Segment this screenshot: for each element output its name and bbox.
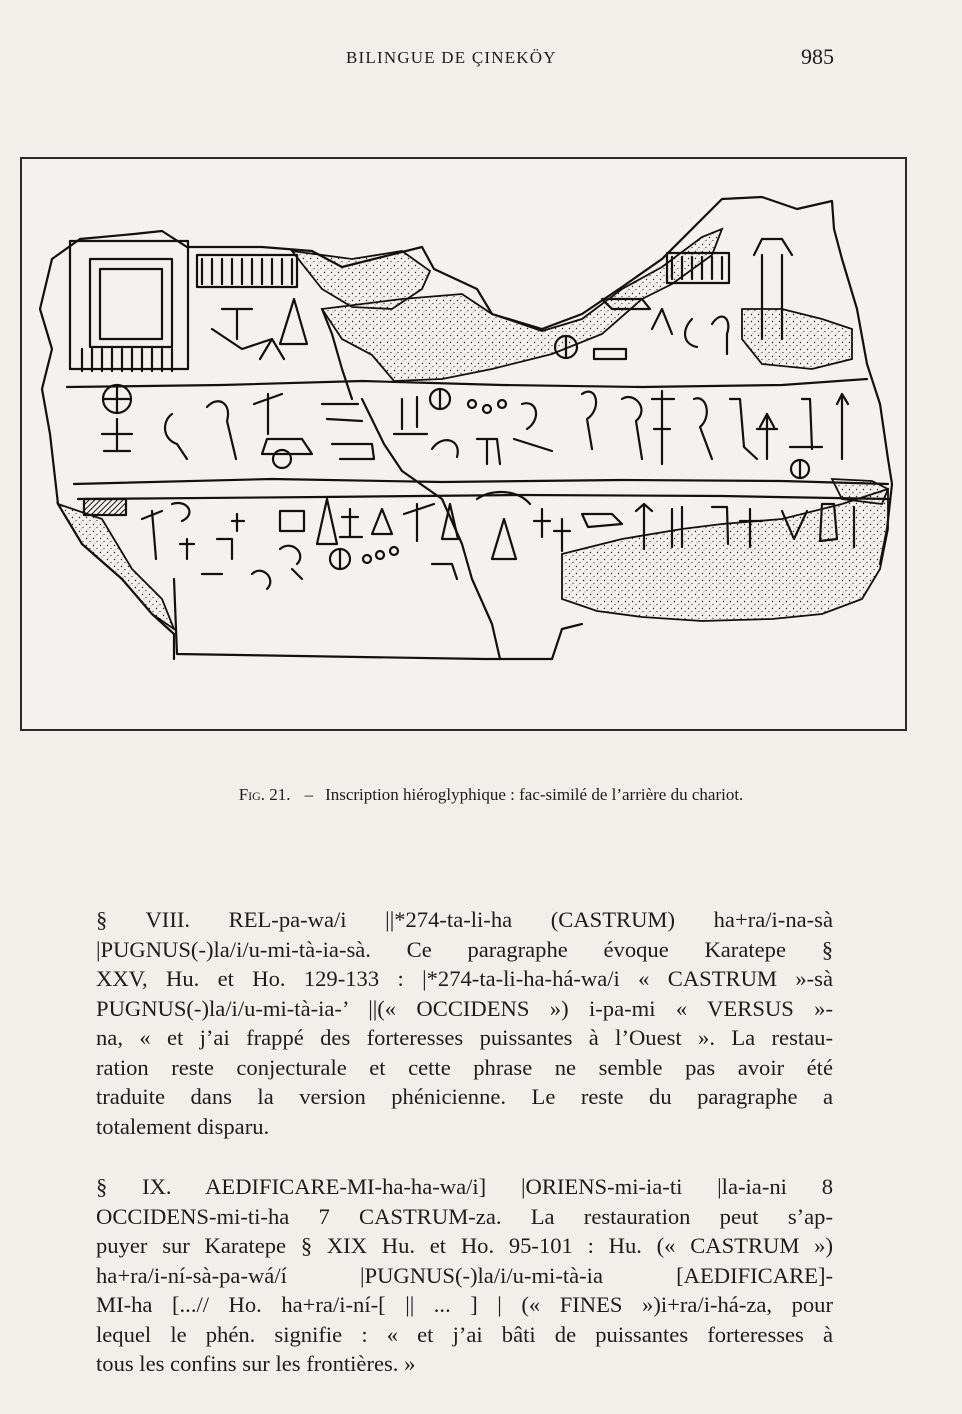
figure-label: Fig. 21. xyxy=(238,785,291,804)
text-line: § IX. AEDIFICARE-MI-ha-ha-wa/i] |ORIENS-mi-ia-ti |la-ia-ni 8 xyxy=(96,1174,833,1199)
paragraph-viii xyxy=(96,905,833,1141)
text-line: ha+ra/i-ní-sà-pa-wá/í |PUGNUS(-)la/i/u-mi-tà-ia [AEDIFICARE]- xyxy=(96,1262,833,1288)
hieroglyphic-facsimile-drawing xyxy=(22,159,905,729)
text-line: ration reste conjecturale et cette phrase ne semble pas avoir été xyxy=(96,1054,833,1080)
text-line: puyer sur Karatepe § XIX Hu. et Ho. 95-101 : Hu. (« CASTRUM ») xyxy=(96,1233,833,1258)
text-line: totalement disparu. xyxy=(96,1113,270,1139)
figure-frame xyxy=(20,157,907,731)
caption-text: Inscription hiéroglyphique : fac-similé de l’arrière du chariot. xyxy=(325,785,744,804)
text-line: XXV, Hu. et Ho. 129-133 : |*274-ta-li-ha-há-wa/i « CASTRUM »-sà xyxy=(96,966,833,991)
text-line: na, « et j’ai frappé des forteresses puissantes à l’Ouest ». La restau- xyxy=(96,1025,833,1050)
text-line: MI-ha [...// Ho. ha+ra/i-ní-[ || ... ] | (« FINES »)i+ra/i-há-za, pour xyxy=(96,1292,833,1317)
text-line: traduite dans la version phénicienne. Le reste du paragraphe a xyxy=(96,1084,833,1109)
text-line: |PUGNUS(-)la/i/u-mi-tà-ia-sà. Ce paragraphe évoque Karatepe § xyxy=(96,936,833,962)
paragraph-ix xyxy=(96,1172,833,1379)
running-head xyxy=(96,44,834,74)
text-line: § VIII. REL-pa-wa/i ||*274-ta-li-ha (CASTRUM) ha+ra/i-na-sà xyxy=(96,907,833,932)
caption-dash: – xyxy=(304,785,314,804)
text-line: PUGNUS(-)la/i/u-mi-tà-ia-’ ||(« OCCIDENS ») i-pa-mi « VERSUS »- xyxy=(96,995,833,1021)
text-line: tous les confins sur les frontières. » xyxy=(96,1351,416,1376)
text-line: lequel le phén. signifie : « et j’ai bâti de puissantes forteresses à xyxy=(96,1321,833,1347)
figure-caption xyxy=(0,785,962,805)
running-title: BILINGUE DE ÇINEKÖY xyxy=(346,48,557,67)
text-line: OCCIDENS-mi-ti-ha 7 CASTRUM-za. La restauration peut s’ap- xyxy=(96,1203,833,1229)
page-number: 985 xyxy=(801,44,834,69)
